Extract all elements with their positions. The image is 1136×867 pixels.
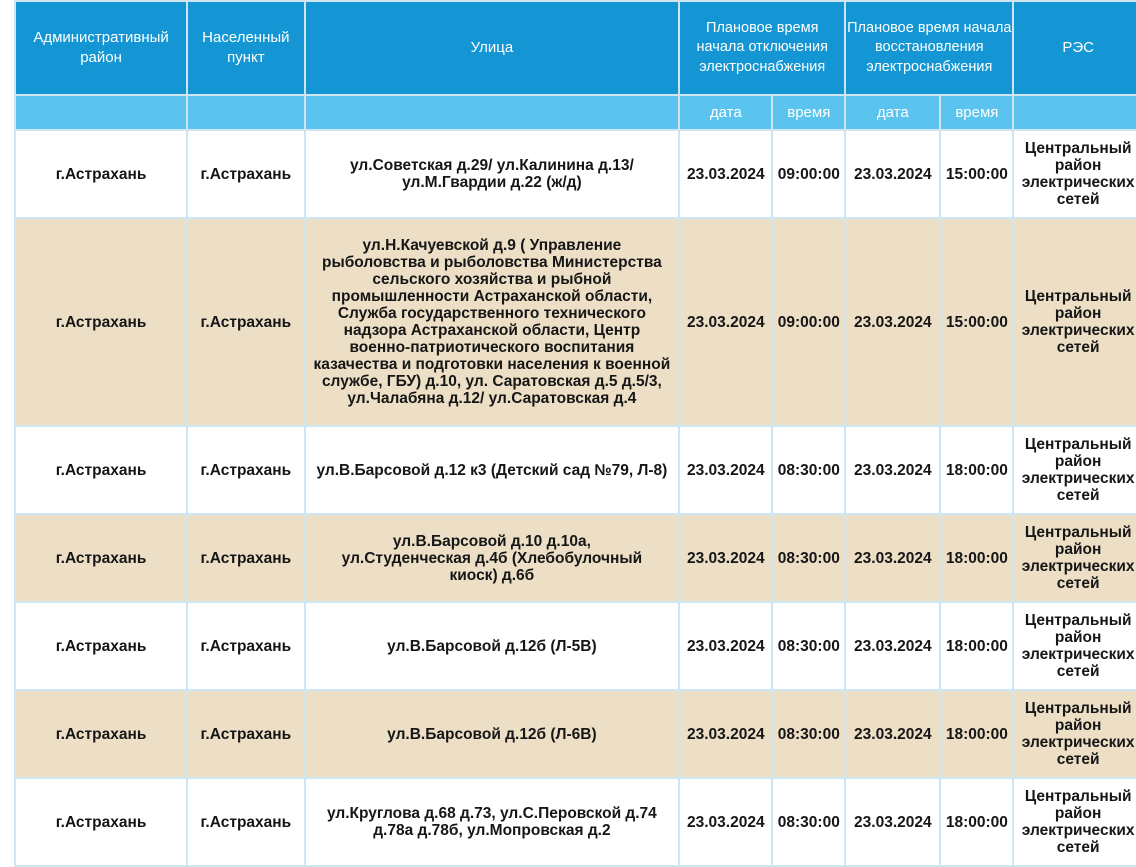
cell-start-date: 23.03.2024 (679, 130, 772, 218)
subheader-end-date: дата (845, 95, 940, 130)
cell-start-time: 09:00:00 (772, 218, 845, 426)
cell-street: ул.В.Барсовой д.12б (Л-5В) (305, 602, 680, 690)
cell-end-time: 18:00:00 (940, 426, 1013, 514)
table-header-row (15, 1, 1136, 95)
subheader-start-date: дата (679, 95, 772, 130)
cell-end-time: 15:00:00 (940, 130, 1013, 218)
table-row (15, 778, 1136, 866)
cell-district: г.Астрахань (15, 514, 187, 602)
cell-end-time: 15:00:00 (940, 218, 1013, 426)
cell-settlement: г.Астрахань (187, 690, 304, 778)
cell-end-date: 23.03.2024 (845, 426, 940, 514)
subheader-empty (1013, 95, 1136, 130)
header-settlement: Населенный пункт (187, 1, 304, 95)
cell-street: ул.Советская д.29/ ул.Калинина д.13/ ул.М.Гвардии д.22 (ж/д) (305, 130, 680, 218)
cell-district: г.Астрахань (15, 426, 187, 514)
cell-res: Центральный район электрических сетей (1013, 602, 1136, 690)
table-row (15, 130, 1136, 218)
cell-end-time: 18:00:00 (940, 602, 1013, 690)
cell-res: Центральный район электрических сетей (1013, 514, 1136, 602)
cell-start-date: 23.03.2024 (679, 218, 772, 426)
cell-res: Центральный район электрических сетей (1013, 778, 1136, 866)
cell-end-time: 18:00:00 (940, 778, 1013, 866)
cell-settlement: г.Астрахань (187, 130, 304, 218)
cell-start-time: 08:30:00 (772, 514, 845, 602)
cell-res: Центральный район электрических сетей (1013, 690, 1136, 778)
cell-start-date: 23.03.2024 (679, 778, 772, 866)
cell-start-time: 08:30:00 (772, 426, 845, 514)
cell-street: ул.В.Барсовой д.12 к3 (Детский сад №79, Л-8) (305, 426, 680, 514)
cell-start-time: 08:30:00 (772, 602, 845, 690)
cell-end-date: 23.03.2024 (845, 602, 940, 690)
cell-end-date: 23.03.2024 (845, 514, 940, 602)
cell-end-time: 18:00:00 (940, 514, 1013, 602)
cell-district: г.Астрахань (15, 130, 187, 218)
subheader-start-time: время (772, 95, 845, 130)
cell-end-date: 23.03.2024 (845, 218, 940, 426)
table-row (15, 426, 1136, 514)
subheader-empty (305, 95, 680, 130)
cell-res: Центральный район электрических сетей (1013, 218, 1136, 426)
outage-schedule-table (14, 0, 1136, 867)
cell-start-date: 23.03.2024 (679, 690, 772, 778)
cell-district: г.Астрахань (15, 218, 187, 426)
cell-end-time: 18:00:00 (940, 690, 1013, 778)
subheader-end-time: время (940, 95, 1013, 130)
subheader-empty (15, 95, 187, 130)
cell-street: ул.Круглова д.68 д.73, ул.С.Перовской д.74 д.78а д.78б, ул.Мопровская д.2 (305, 778, 680, 866)
cell-district: г.Астрахань (15, 602, 187, 690)
cell-district: г.Астрахань (15, 778, 187, 866)
cell-res: Центральный район электрических сетей (1013, 426, 1136, 514)
cell-end-date: 23.03.2024 (845, 130, 940, 218)
table-row (15, 602, 1136, 690)
cell-street: ул.В.Барсовой д.10 д.10а, ул.Студенческая д.4б (Хлебобулочный киоск) д.6б (305, 514, 680, 602)
cell-start-time: 09:00:00 (772, 130, 845, 218)
header-outage-end: Плановое время начала восстановления электроснабжения (845, 1, 1013, 95)
cell-settlement: г.Астрахань (187, 778, 304, 866)
table-row (15, 514, 1136, 602)
cell-start-date: 23.03.2024 (679, 514, 772, 602)
header-outage-start: Плановое время начала отключения электроснабжения (679, 1, 845, 95)
cell-end-date: 23.03.2024 (845, 690, 940, 778)
cell-district: г.Астрахань (15, 690, 187, 778)
cell-settlement: г.Астрахань (187, 218, 304, 426)
header-district: Административный район (15, 1, 187, 95)
cell-street: ул.Н.Качуевской д.9 ( Управление рыболовства и рыболовства Министерства сельского хозяйства и рыбной промышленности Астраханской области, Служба государственного технического надзора Астраханской области, Центр военно-патриотического воспитания казачества и подготовки населения к военной службе, ГБУ) д.10, ул. Саратовская д.5 д.5/3, ул.Чалабяна д.12/ ул.Саратовская д.4 (305, 218, 680, 426)
cell-start-time: 08:30:00 (772, 690, 845, 778)
cell-start-date: 23.03.2024 (679, 426, 772, 514)
cell-street: ул.В.Барсовой д.12б (Л-6В) (305, 690, 680, 778)
header-street: Улица (305, 1, 680, 95)
cell-start-date: 23.03.2024 (679, 602, 772, 690)
header-res: РЭС (1013, 1, 1136, 95)
cell-res: Центральный район электрических сетей (1013, 130, 1136, 218)
cell-end-date: 23.03.2024 (845, 778, 940, 866)
cell-settlement: г.Астрахань (187, 514, 304, 602)
cell-settlement: г.Астрахань (187, 602, 304, 690)
cell-settlement: г.Астрахань (187, 426, 304, 514)
subheader-empty (187, 95, 304, 130)
table-subheader-row (15, 95, 1136, 130)
cell-start-time: 08:30:00 (772, 778, 845, 866)
table-row (15, 218, 1136, 426)
table-row (15, 690, 1136, 778)
